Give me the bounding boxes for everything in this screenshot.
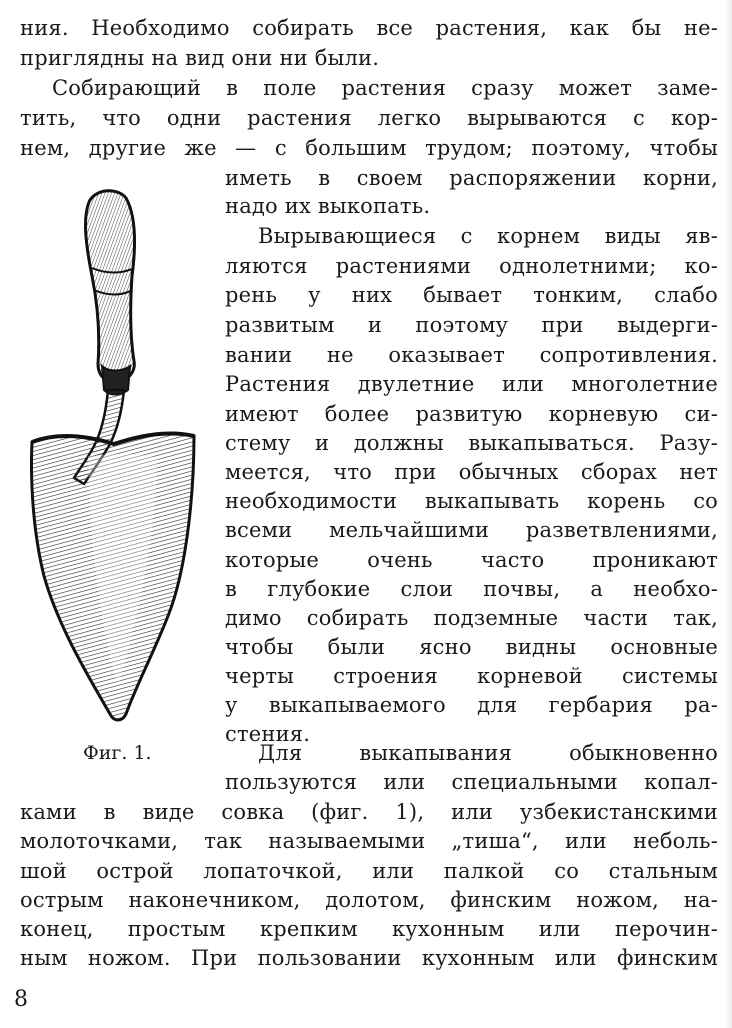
text-line: ляются растениями однолетними; ко- [225, 254, 718, 278]
text-line: черты строения корневой системы [225, 664, 718, 688]
text-line: шой острой лопаточкой, или палкой со стальным [20, 859, 718, 883]
text-line: Растения двулетние или многолетние [225, 372, 718, 396]
text-line: пользуются или специальными копал- [225, 770, 718, 794]
text-line: иметь в своем распоряжении корни, [225, 166, 718, 190]
text-line: стему и должны выкапываться. Разу- [225, 431, 718, 455]
text-line: Вырывающиеся с корнем виды яв- [258, 224, 718, 248]
text-line: всеми мельчайшими разветвлениями, [225, 518, 718, 542]
text-line: в глубокие слои почвы, а необхо- [225, 577, 718, 601]
text-line: развитым и поэтому при выдерги- [225, 313, 718, 337]
text-line: ками в виде совка (фиг. 1), или узбекистанскими [20, 800, 718, 824]
text-line: стения. [225, 722, 311, 746]
text-line: вании не оказывает сопротивления. [225, 343, 718, 367]
page-edge [726, 0, 732, 1028]
trowel-illustration [18, 186, 208, 726]
text-line: нем, другие же — с большим трудом; поэтому, чтобы [20, 136, 718, 160]
text-line: тить, что одни растения легко вырываются с кор- [20, 106, 718, 130]
text-line: ния. Необходимо собирать все растения, как бы не- [20, 16, 718, 40]
text-line: чтобы были ясно видны основные [225, 635, 718, 659]
text-line: надо их выкопать. [225, 194, 431, 218]
text-line: у выкапываемого для гербария ра- [225, 693, 718, 717]
text-line: димо собирать подземные части так, [225, 606, 718, 630]
text-line: которые очень часто проникают [225, 548, 718, 572]
text-line: острым наконечником, долотом, финским ножом, на- [20, 888, 718, 912]
text-line: необходимости выкапывать корень со [225, 489, 718, 513]
page-number: 8 [14, 987, 28, 1012]
text-line: приглядны на вид они ни были. [20, 46, 380, 70]
text-line: рень у них бывает тонким, слабо [225, 283, 718, 307]
text-line: молоточками, так называемыми „тиша“, или неболь- [20, 829, 718, 853]
text-line: меется, что при обычных сборах нет [225, 460, 718, 484]
figure-caption: Фиг. 1. [83, 742, 152, 764]
text-line: имеют более развитую корневую си- [225, 402, 718, 426]
text-line: ным ножом. При пользовании кухонным или финским [20, 946, 718, 970]
text-line: Для выкапывания обыкновенно [258, 741, 718, 765]
text-line: конец, простым крепким кухонным или перочин- [20, 917, 718, 941]
text-line: Собирающий в поле растения сразу может заме- [52, 76, 718, 100]
